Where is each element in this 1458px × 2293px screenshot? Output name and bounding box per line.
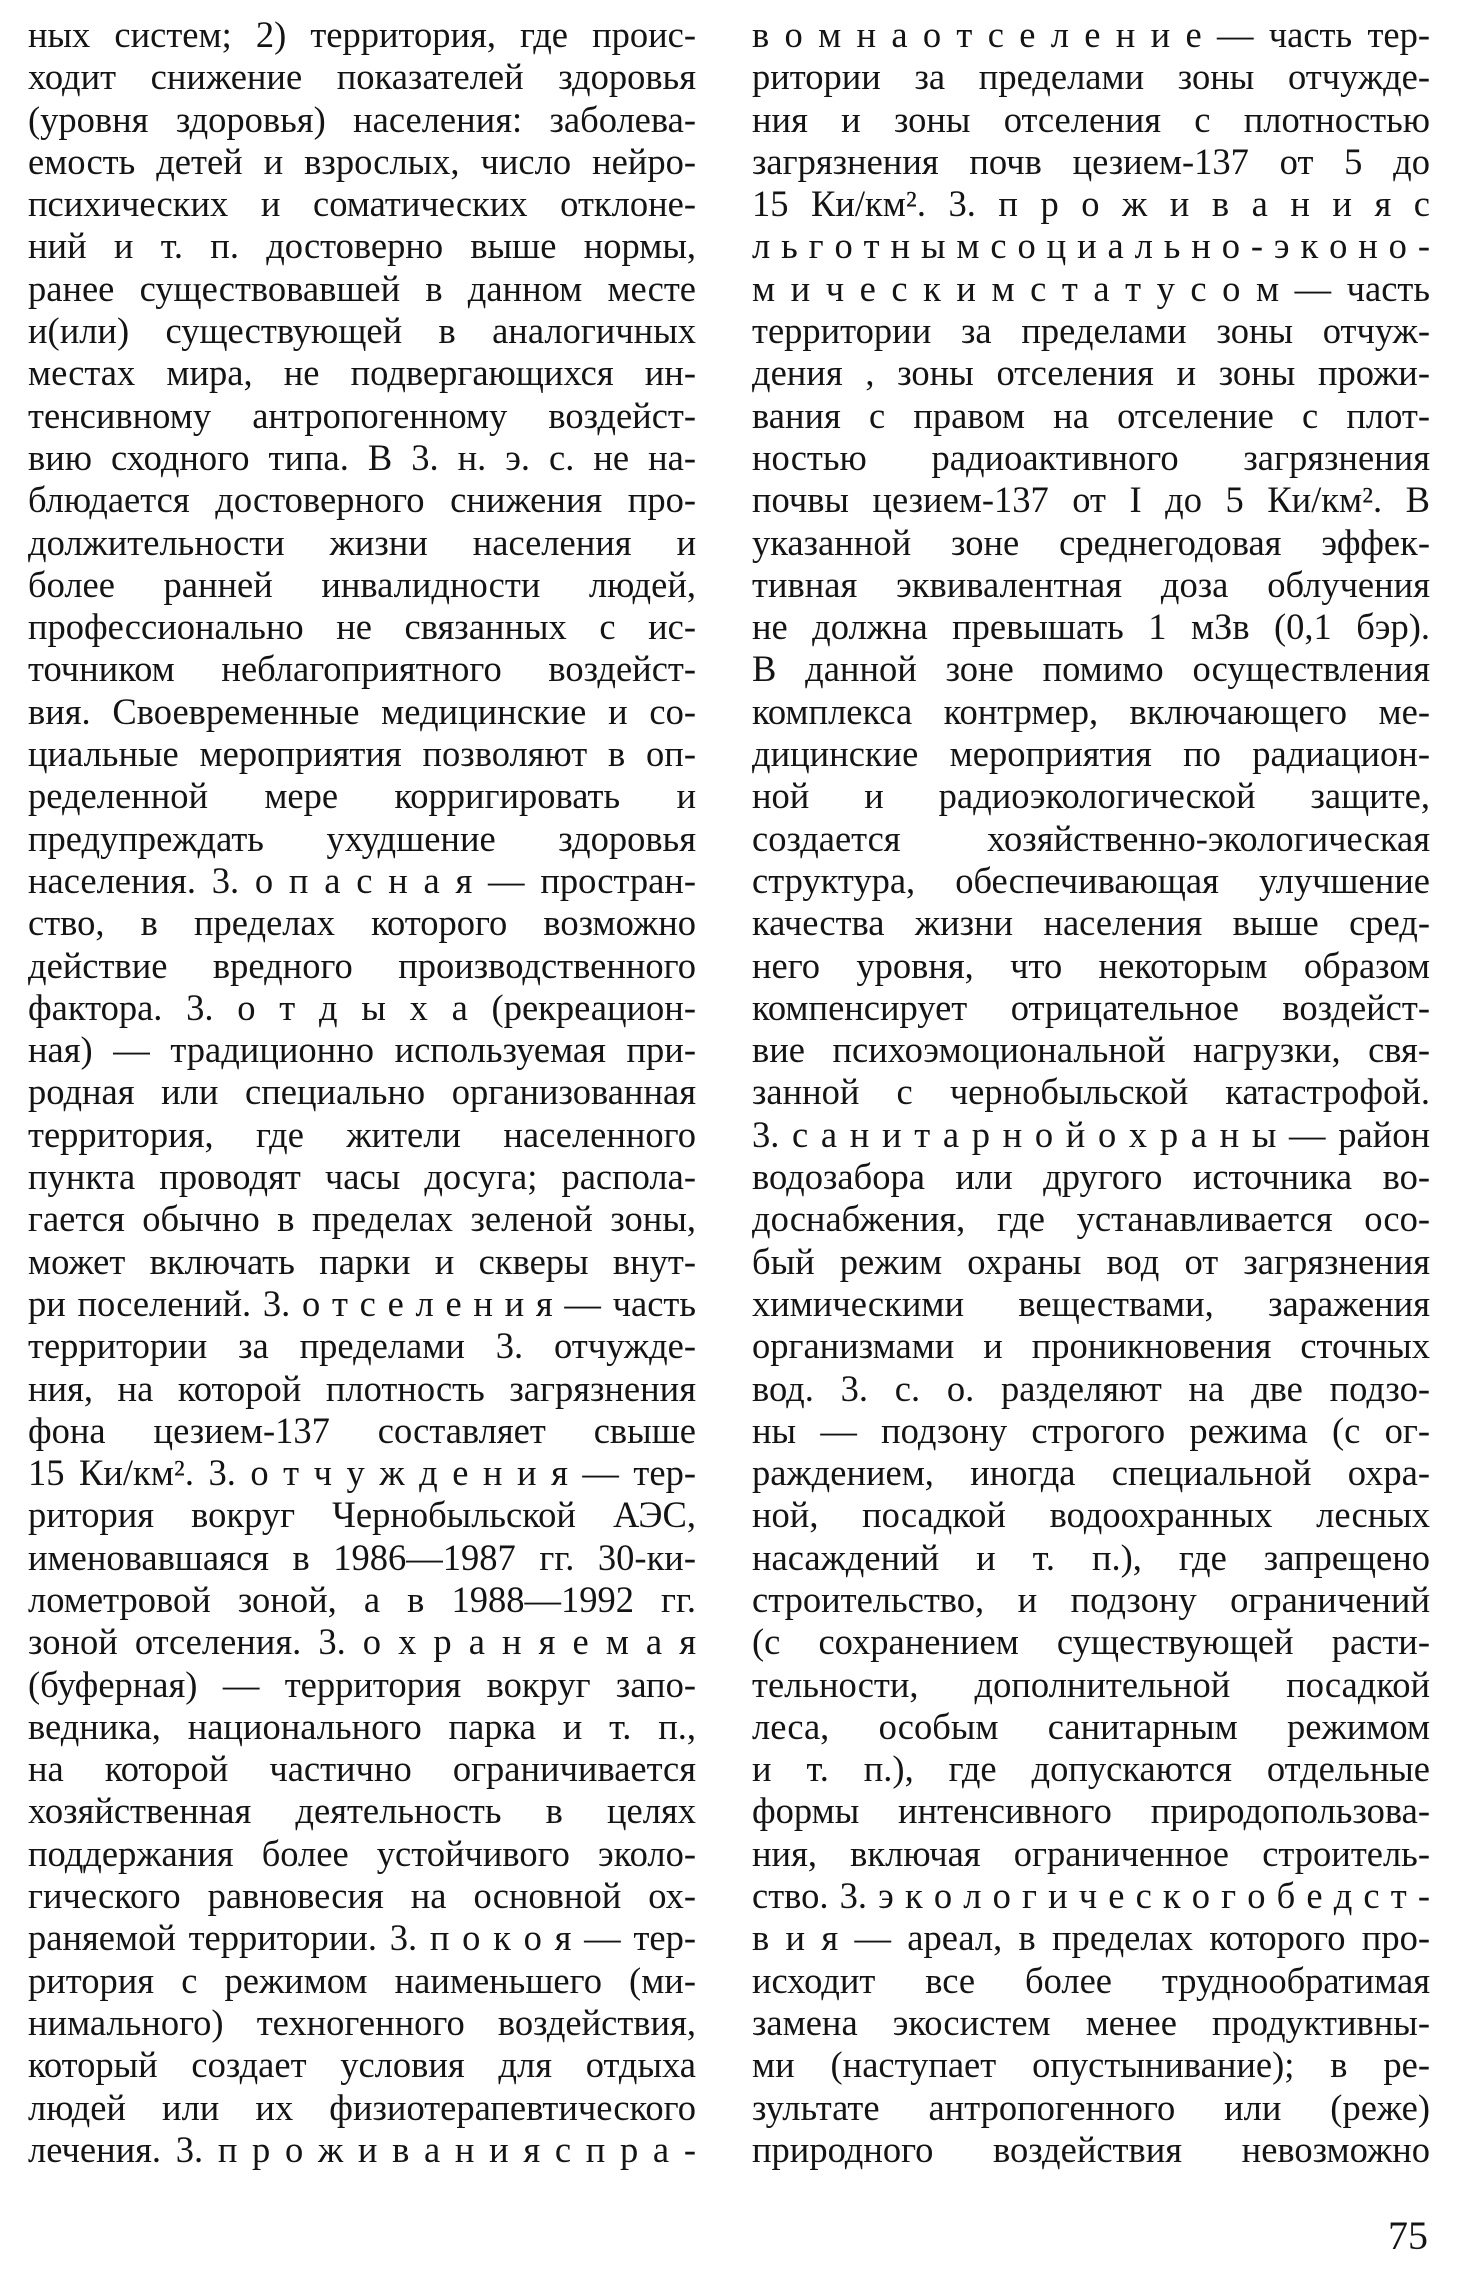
- text-line: психических и соматических отклоне-: [28, 183, 696, 225]
- text-line: организмами и проникновения сточных: [752, 1325, 1430, 1367]
- text-line: ранее существовавшей в данном месте: [28, 267, 696, 309]
- text-line: ритория вокруг Чернобыльской АЭС,: [28, 1494, 696, 1536]
- text-line: территории за пределами 3. отчужде-: [28, 1325, 696, 1367]
- text-line: ходит снижение показателей здоровья: [28, 56, 696, 98]
- text-line: ния и зоны отселения с плотностью: [752, 98, 1430, 140]
- text-line: зультате антропогенного или (реже): [752, 2086, 1430, 2128]
- text-line: исходит все более труднообратимая: [752, 1959, 1430, 2001]
- text-line: может включать парки и скверы внут-: [28, 1240, 696, 1282]
- text-line: структура, обеспечивающая улучшение: [752, 859, 1430, 901]
- text-line: химическими веществами, заражения: [752, 1282, 1430, 1324]
- text-line: комплекса контрмер, включающего ме-: [752, 690, 1430, 732]
- text-line: ния, включая ограниченное строитель-: [752, 1832, 1430, 1874]
- text-line: вие психоэмоциональной нагрузки, свя-: [752, 1029, 1430, 1071]
- text-line: ведника, национального парка и т. п.,: [28, 1705, 696, 1747]
- text-line: ностью радиоактивного загрязнения: [752, 436, 1430, 478]
- text-line: вия. Своевременные медицинские и со-: [28, 690, 696, 732]
- text-line: водозабора или другого источника во-: [752, 1156, 1430, 1198]
- text-line: леса, особым санитарным режимом: [752, 1705, 1430, 1747]
- text-line: и т. п.), где допускаются отдельные: [752, 1748, 1430, 1790]
- text-line: 15 Ки/км². 3. о т ч у ж д е н и я — тер-: [28, 1452, 696, 1494]
- text-line: тивная эквивалентная доза облучения: [752, 563, 1430, 605]
- text-line: л ь г о т н ы м с о ц и а л ь н о - э к о н о -: [752, 225, 1430, 267]
- text-line: предупреждать ухудшение здоровья: [28, 817, 696, 859]
- text-line: указанной зоне среднегодовая эффек-: [752, 521, 1430, 563]
- text-line: м и ч е с к и м с т а т у с о м — часть: [752, 267, 1430, 309]
- text-line: местах мира, не подвергающихся ин-: [28, 352, 696, 394]
- text-line: емость детей и взрослых, число нейро-: [28, 140, 696, 182]
- left-text-column: [28, 14, 696, 2171]
- text-line: точником неблагоприятного воздейст-: [28, 648, 696, 690]
- text-line: зоной отселения. 3. о х р а н я е м а я: [28, 1621, 696, 1663]
- text-line: профессионально не связанных с ис-: [28, 606, 696, 648]
- text-line: раждением, иногда специальной охра-: [752, 1452, 1430, 1494]
- text-line: фактора. 3. о т д ы х а (рекреацион-: [28, 986, 696, 1028]
- text-line: тельности, дополнительной посадкой: [752, 1663, 1430, 1705]
- text-line: вод. 3. с. о. разделяют на две подзо-: [752, 1367, 1430, 1409]
- text-line: населения. 3. о п а с н а я — простран-: [28, 859, 696, 901]
- text-line: ритория с режимом наименьшего (ми-: [28, 1959, 696, 2001]
- text-line: хозяйственная деятельность в целях: [28, 1790, 696, 1832]
- text-line: доснабжения, где устанавливается осо-: [752, 1198, 1430, 1240]
- text-line: вию сходного типа. В 3. н. э. с. не на-: [28, 436, 696, 478]
- text-line: в и я — ареал, в пределах которого про-: [752, 1917, 1430, 1959]
- text-line: него уровня, что некоторым образом: [752, 944, 1430, 986]
- text-line: ных систем; 2) территория, где проис-: [28, 14, 696, 55]
- text-line: ний и т. п. достоверно выше нормы,: [28, 225, 696, 267]
- text-line: насаждений и т. п.), где запрещено: [752, 1536, 1430, 1578]
- text-line: ной, посадкой водоохранных лесных: [752, 1494, 1430, 1536]
- text-line: почвы цезием-137 от I до 5 Ки/км². В: [752, 479, 1430, 521]
- text-line: ми (наступает опустынивание); в ре-: [752, 2044, 1430, 2086]
- right-text-column: [752, 14, 1430, 2171]
- text-line: 15 Ки/км². 3. п р о ж и в а н и я с: [752, 183, 1430, 225]
- text-line: более ранней инвалидности людей,: [28, 563, 696, 605]
- text-line: пункта проводят часы досуга; распола-: [28, 1156, 696, 1198]
- text-line: гического равновесия на основной ох-: [28, 1875, 696, 1917]
- text-line: территория, где жители населенного: [28, 1113, 696, 1155]
- text-line: дения , зоны отселения и зоны прожи-: [752, 352, 1430, 394]
- text-line: ри поселений. 3. о т с е л е н и я — часть: [28, 1282, 696, 1324]
- text-line: вания с правом на отселение с плот-: [752, 394, 1430, 436]
- text-line: формы интенсивного природопользова-: [752, 1790, 1430, 1832]
- text-line: ной и радиоэкологической защите,: [752, 775, 1430, 817]
- text-line: не должна превышать 1 мЗв (0,1 бэр).: [752, 606, 1430, 648]
- text-line: строительство, и подзону ограничений: [752, 1578, 1430, 1620]
- text-line: действие вредного производственного: [28, 944, 696, 986]
- text-line: в о м н а о т с е л е н и е — часть тер-: [752, 14, 1430, 55]
- text-line: ритории за пределами зоны отчужде-: [752, 56, 1430, 98]
- text-line: ство, в пределах которого возможно: [28, 902, 696, 944]
- text-line: блюдается достоверного снижения про-: [28, 479, 696, 521]
- text-line: качества жизни населения выше сред-: [752, 902, 1430, 944]
- text-line: 3. с а н и т а р н о й о х р а н ы — район: [752, 1113, 1430, 1155]
- text-line: людей или их физиотерапевтического: [28, 2086, 696, 2128]
- text-line: занной с чернобыльской катастрофой.: [752, 1071, 1430, 1113]
- text-line: природного воздействия невозможно: [752, 2128, 1430, 2170]
- text-line: нимального) техногенного воздействия,: [28, 2001, 696, 2043]
- text-line: лометровой зоной, а в 1988—1992 гг.: [28, 1578, 696, 1620]
- text-line: (уровня здоровья) населения: заболева-: [28, 98, 696, 140]
- text-line: загрязнения почв цезием-137 от 5 до: [752, 140, 1430, 182]
- text-line: и(или) существующей в аналогичных: [28, 310, 696, 352]
- text-line: замена экосистем менее продуктивны-: [752, 2001, 1430, 2043]
- text-line: создается хозяйственно-экологическая: [752, 817, 1430, 859]
- text-line: поддержания более устойчивого эколо-: [28, 1832, 696, 1874]
- text-line: на которой частично ограничивается: [28, 1748, 696, 1790]
- text-line: ная) — традиционно используемая при-: [28, 1029, 696, 1071]
- text-line: циальные мероприятия позволяют в оп-: [28, 733, 696, 775]
- text-line: В данной зоне помимо осуществления: [752, 648, 1430, 690]
- text-line: дицинские мероприятия по радиацион-: [752, 733, 1430, 775]
- text-line: фона цезием-137 составляет свыше: [28, 1409, 696, 1451]
- text-line: бый режим охраны вод от загрязнения: [752, 1240, 1430, 1282]
- text-line: (буферная) — территория вокруг запо-: [28, 1663, 696, 1705]
- text-line: (с сохранением существующей расти-: [752, 1621, 1430, 1663]
- text-line: компенсирует отрицательное воздейст-: [752, 986, 1430, 1028]
- text-line: территории за пределами зоны отчуж-: [752, 310, 1430, 352]
- text-line: который создает условия для отдыха: [28, 2044, 696, 2086]
- text-line: ство. 3. э к о л о г и ч е с к о г о б е д с т -: [752, 1875, 1430, 1917]
- text-line: раняемой территории. 3. п о к о я — тер-: [28, 1917, 696, 1959]
- text-line: именовавшаяся в 1986—1987 гг. 30-ки-: [28, 1536, 696, 1578]
- text-line: должительности жизни населения и: [28, 521, 696, 563]
- text-line: ределенной мере корригировать и: [28, 775, 696, 817]
- text-line: лечения. 3. п р о ж и в а н и я с п р а -: [28, 2128, 696, 2170]
- text-line: родная или специально организованная: [28, 1071, 696, 1113]
- page-number: 75: [1388, 2213, 1428, 2258]
- text-line: тенсивному антропогенному воздейст-: [28, 394, 696, 436]
- text-line: ния, на которой плотность загрязнения: [28, 1367, 696, 1409]
- text-line: ны — подзону строгого режима (с ог-: [752, 1409, 1430, 1451]
- text-line: гается обычно в пределах зеленой зоны,: [28, 1198, 696, 1240]
